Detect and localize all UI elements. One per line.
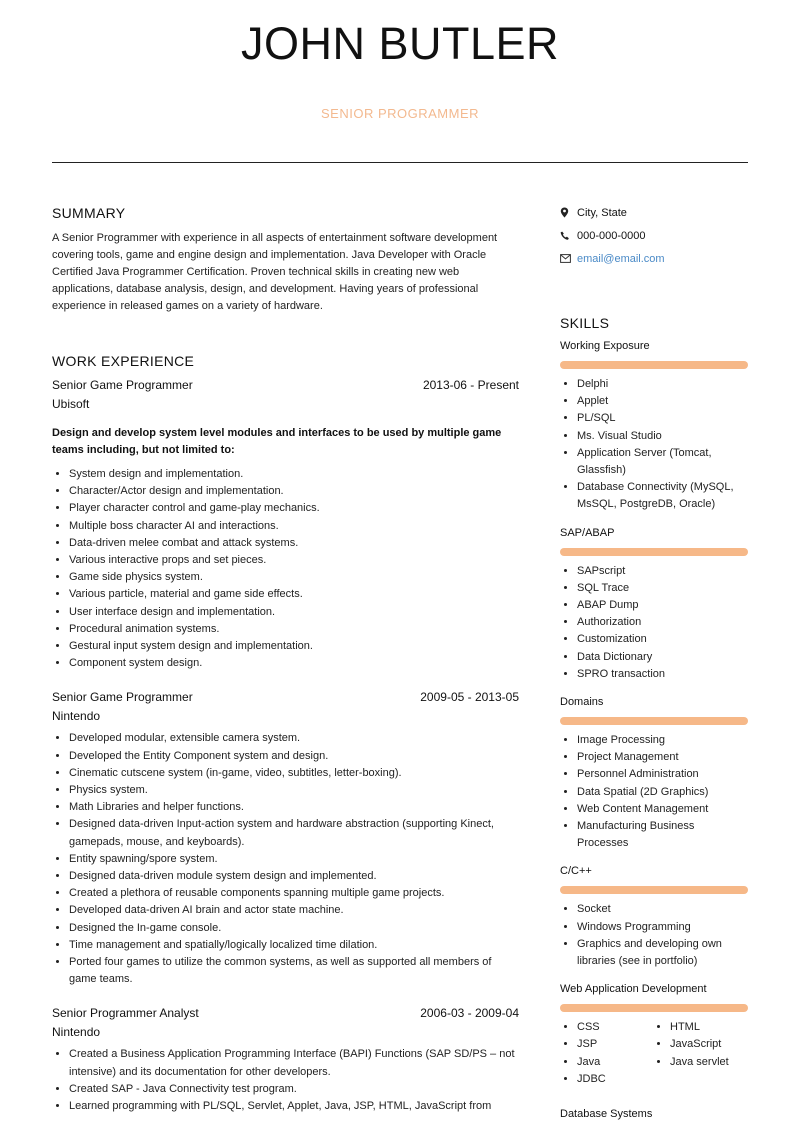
skill-group — [560, 340, 748, 514]
list-item: • Procedural animation systems. — [69, 621, 519, 638]
skill-group — [560, 983, 748, 1088]
list-item: • Ms. Visual Studio — [577, 428, 748, 445]
contact-phone-text: 000-000-0000 — [577, 229, 646, 242]
job-role: Senior Game Programmer — [52, 690, 193, 705]
list-item: • Delphi — [577, 376, 748, 393]
skill-group — [560, 527, 748, 683]
list-item: • ABAP Dump — [577, 597, 748, 614]
skill-group-name: Working Exposure — [560, 340, 650, 352]
skill-group-name: SAP/ABAP — [560, 526, 615, 539]
list-item: • CSS — [577, 1019, 653, 1036]
list-item: • Ported four games to utilize the common systems, as well as supported all members of game teams. — [69, 954, 519, 988]
job-intro: Design and develop system level modules and interfaces to be used by multiple game teams including, but not limited to: — [52, 427, 502, 456]
sidebar-column — [560, 201, 748, 1135]
list-item: • SAPscript — [577, 563, 748, 580]
phone-icon — [560, 231, 577, 241]
list-item: • JavaScript — [670, 1036, 746, 1053]
list-item: • Data-driven melee combat and attack systems. — [69, 535, 519, 552]
contact-location-text: City, State — [577, 206, 627, 219]
list-item: • Created a plethora of reusable components spanning multiple game projects. — [69, 885, 519, 902]
list-item: • Math Libraries and helper functions. — [69, 799, 519, 816]
list-item: • Developed the Entity Component system and design. — [69, 748, 519, 765]
list-item: • System design and implementation. — [69, 466, 519, 483]
work-experience-heading: WORK EXPERIENCE — [52, 353, 195, 369]
skill-group-name: Domains — [560, 696, 604, 709]
job-role: Senior Programmer Analyst — [52, 1006, 199, 1021]
list-item: • Created SAP - Java Connectivity test program. — [69, 1081, 519, 1098]
job-company: Nintendo — [52, 709, 101, 724]
skill-list — [560, 901, 748, 970]
list-item: • Application Server (Tomcat, Glassfish) — [577, 445, 748, 479]
list-item: • Created a Business Application Programming Interface (BAPI) Functions (SAP SD/PS – not intensive) and its documentation for other developers. — [69, 1046, 519, 1080]
list-item: • Socket — [577, 901, 748, 918]
list-item: • Customization — [577, 631, 748, 648]
skill-list — [560, 732, 748, 852]
skill-level-bar — [560, 361, 748, 369]
summary-text: A Senior Programmer with experience in all aspects of entertainment software development covering tools, game and engine design and implementation. Java Developer with Oracle Certified Java Programmer Certification. Proven technical skills in creating new web applications, database analysis, design, and development. Having years of professional experience in released games on a variety of hardware. — [52, 232, 498, 312]
list-item: • Physics system. — [69, 782, 519, 799]
skill-level-bar — [560, 717, 748, 725]
list-item: • Character/Actor design and implementation. — [69, 483, 519, 500]
list-item: • HTML — [670, 1019, 746, 1036]
list-item: • Developed data-driven AI brain and actor state machine. — [69, 902, 519, 919]
skill-level-bar — [560, 1004, 748, 1012]
contact-block — [560, 201, 748, 270]
job-dates: 2013-06 - Present — [422, 378, 519, 392]
main-column — [52, 205, 519, 1115]
list-item: • Personnel Administration — [577, 766, 748, 783]
contact-email[interactable] — [560, 247, 748, 270]
list-item: • PL/SQL — [577, 410, 748, 427]
skill-group — [560, 865, 748, 970]
skill-list — [560, 376, 748, 514]
list-item: • Developed modular, extensible camera system. — [69, 730, 519, 747]
list-item: • Manufacturing Business Processes — [577, 818, 748, 852]
contact-phone — [560, 224, 748, 247]
job-bullet-list — [52, 730, 519, 988]
list-item: • User interface design and implementation. — [69, 604, 519, 621]
job-company: Ubisoft — [52, 397, 90, 411]
skill-list — [560, 563, 748, 683]
skills-heading: SKILLS — [560, 315, 610, 331]
candidate-name: JOHN BUTLER — [240, 18, 560, 69]
list-item: • JDBC — [577, 1071, 653, 1088]
skill-group-name: Web Application Development — [560, 983, 707, 996]
header-divider — [52, 162, 748, 163]
skill-group-name: Database Systems — [560, 1108, 653, 1121]
job-dates: 2006-03 - 2009-04 — [420, 1006, 519, 1021]
job-entry — [52, 690, 519, 988]
list-item: • SPRO transaction — [577, 666, 748, 683]
list-item: • Various particle, material and game side effects. — [69, 586, 519, 603]
list-item: • Multiple boss character AI and interactions. — [69, 518, 519, 535]
job-dates: 2009-05 - 2013-05 — [420, 690, 519, 705]
list-item: • Learned programming with PL/SQL, Servlet, Applet, Java, JSP, HTML, JavaScript from — [69, 1098, 519, 1115]
job-company: Nintendo — [52, 1025, 101, 1040]
contact-location — [560, 201, 748, 224]
list-item: • Time management and spatially/logically localized time dilation. — [69, 937, 519, 954]
list-item: • Player character control and game-play mechanics. — [69, 500, 519, 517]
location-pin-icon — [560, 207, 577, 218]
list-item: • Data Dictionary — [577, 649, 748, 666]
job-entry — [52, 1006, 519, 1115]
list-item: • Various interactive props and set pieces. — [69, 552, 519, 569]
resume-header — [0, 0, 800, 163]
list-item: • Designed data-driven Input-action system and hardware abstraction (supporting Kinect, gamepads, mouse, and keyboards). — [69, 816, 519, 850]
job-bullet-list — [52, 1046, 519, 1115]
list-item: • Game side physics system. — [69, 569, 519, 586]
skill-group-name: C/C++ — [560, 865, 592, 878]
list-item: • Entity spawning/spore system. — [69, 851, 519, 868]
list-item: • Image Processing — [577, 732, 748, 749]
candidate-title: SENIOR PROGRAMMER — [320, 106, 479, 121]
list-item: • Designed the In-game console. — [69, 920, 519, 937]
list-item: • Component system design. — [69, 655, 519, 672]
email-link[interactable]: email@email.com — [577, 252, 665, 265]
list-item: • Java servlet — [670, 1054, 746, 1071]
skill-level-bar — [560, 886, 748, 894]
list-item: • SQL Trace — [577, 580, 748, 597]
list-item: • Data Spatial (2D Graphics) — [577, 784, 748, 801]
list-item: • Gestural input system design and implementation. — [69, 638, 519, 655]
job-entry — [52, 378, 519, 672]
skill-level-bar — [560, 548, 748, 556]
skill-list — [653, 1019, 746, 1088]
summary-heading: SUMMARY — [52, 205, 126, 221]
job-role: Senior Game Programmer — [52, 378, 193, 392]
list-item: • Java — [577, 1054, 653, 1071]
skill-group — [560, 696, 748, 852]
list-item: • JSP — [577, 1036, 653, 1053]
list-item: • Designed data-driven module system design and implemented. — [69, 868, 519, 885]
list-item: • Web Content Management — [577, 801, 748, 818]
skill-list — [560, 1019, 653, 1088]
list-item: • Cinematic cutscene system (in-game, video, subtitles, letter-boxing). — [69, 765, 519, 782]
list-item: • Graphics and developing own libraries (see in portfolio) — [577, 936, 748, 970]
list-item: • Applet — [577, 393, 748, 410]
list-item: • Project Management — [577, 749, 748, 766]
list-item: • Windows Programming — [577, 919, 748, 936]
envelope-icon — [560, 254, 577, 263]
skill-group — [560, 1108, 748, 1122]
list-item: • Authorization — [577, 614, 748, 631]
job-bullet-list — [52, 466, 519, 672]
list-item: • Database Connectivity (MySQL, MsSQL, PostgreDB, Oracle) — [577, 479, 748, 513]
